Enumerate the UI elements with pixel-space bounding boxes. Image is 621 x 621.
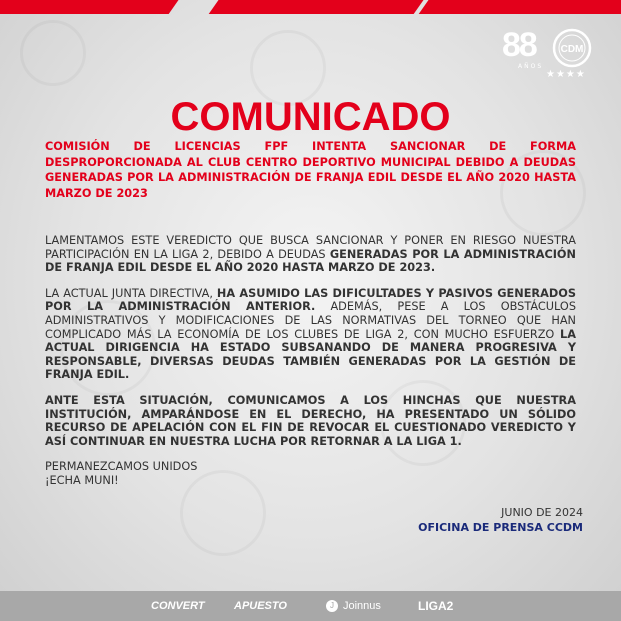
closing-lines [45,460,576,487]
paragraph-verdict-emphasis: GENERADAS POR LA ADMINISTRACIÓN DE FRANJA EDIL DESDE EL AÑO 2020 HASTA MARZO DE 2023. [45,247,576,275]
paragraph-verdict [45,234,576,275]
paragraph-board-emphasis-2: LA ACTUAL DIRIGENCIA HA ESTADO SUBSANANDO DE MANERA PROGRESIVA Y RESPONSABLE, DIVERSAS DEUDAS TAMBIÉN GENERADAS POR LA GESTIÓN DE FRANJA EDIL. [45,327,576,382]
stars-icon: ★★★★ [546,69,586,80]
paragraph-board-text-2: ADEMÁS, PESE A LOS OBSTÁCULOS ADMINISTRATIVOS Y MODIFICACIONES DE LAS NORMATIVAS DEL TORNEO QUE HAN COMPLICADO MÁS LA ECONOMÍA DE LOS CLUBES DE LIGA 2, CON MUCHO ESFUERZO [45,300,576,341]
sponsor-liga2-logo: LIGA2 [418,599,454,613]
sponsor-joinnus-logo [326,599,381,613]
paragraph-appeal [45,394,576,448]
sponsor-convert-logo: CONVERT [151,600,205,612]
watermark-crest [20,20,86,86]
paragraph-board [45,287,576,382]
signature-block [418,505,583,535]
paragraph-board-text-1: LA ACTUAL JUNTA DIRECTIVA, [45,286,217,300]
closing-line-1: PERMANEZCAMOS UNIDOS [45,460,198,474]
paragraph-appeal-text: ANTE ESTA SITUACIÓN, COMUNICAMOS A LOS HINCHAS QUE NUESTRA INSTITUCIÓN, AMPARÁNDOSE EN EL DERECHO, HA PRESENTADO UN SÓLIDO RECURSO DE APELACIÓN CON EL FIN DE REVOCAR EL CUESTIONADO VEREDICTO Y ASÍ CONTINUAR EN NUESTRA LUCHA POR RETORNAR A LA LIGA 1. [45,393,576,448]
subtitle-headline: COMISIÓN DE LICENCIAS FPF INTENTA SANCIONAR DE FORMA DESPROPORCIONADA AL CLUB CENTRO DEPORTIVO MUNICIPAL DEBIDO A DEUDAS GENERADAS POR LA ADMINISTRACIÓN DE FRANJA EDIL DESDE EL AÑO 2020 HASTA MARZO DE 2023 [45,140,576,200]
club-crest-icon [552,28,592,68]
paragraph-board-emphasis-1: HA ASUMIDO LAS DIFICULTADES Y PASIVOS GENERADOS POR LA ADMINISTRACIÓN ANTERIOR. [45,286,576,314]
top-red-stripe [0,0,181,14]
top-red-stripe [419,0,621,14]
communique-body [45,234,576,488]
anniversary-number: 88 [502,26,536,64]
signature-office: OFICINA DE PRENSA CCDM [418,521,583,534]
signature-date: JUNIO DE 2024 [501,506,583,519]
closing-line-2: ¡ECHA MUNI! [45,473,119,487]
top-red-stripe [209,0,427,14]
sponsor-footer [0,591,621,621]
paragraph-verdict-text: LAMENTAMOS ESTE VEREDICTO QUE BUSCA SANCIONAR Y PONER EN RIESGO NUESTRA PARTICIPACIÓN EN LA LIGA 2, DEBIDO A DEUDAS [45,234,576,261]
anniversary-word: AÑOS [518,63,544,70]
sponsor-joinnus-text: Joinnus [343,600,381,612]
page-title: COMUNICADO [170,95,451,139]
sponsor-apuesto-logo: APUESTO [234,600,287,612]
joinnus-icon: J [326,600,338,612]
club-initials: CDM [560,44,584,55]
club-logo [502,28,597,83]
